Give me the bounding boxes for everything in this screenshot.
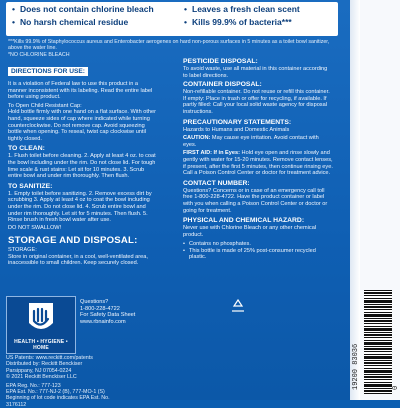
sds-label: For Safety Data Sheet [80,312,136,319]
note-item: • Contains no phosphates. [183,241,251,248]
questions-block [80,299,170,325]
benefit-item: • Leaves a fresh clean scent [184,4,334,14]
barcode-number: 19200 83036 [352,343,360,390]
questions-label: Questions? [80,299,109,305]
contact-text: Questions? Concerns or in case of an emergency call toll free 1-800-228-4722. Have the product container or label with you when calling a Poison Control Center or doctor or going for treatment. [183,187,328,214]
pesticide-heading: PESTICIDE DISPOSAL: [183,58,258,65]
open-heading: To Open Child Resistant Cap: [8,102,82,109]
barcode-panel [350,0,400,400]
container-heading: CONTAINER DISPOSAL: [183,81,262,89]
lot-code: 3176112 [6,401,27,408]
health-hygiene-home-seal [6,296,76,354]
distributor-city: Parsippany, NJ 07054-0224 [6,367,72,374]
barcode-check-digit: 0 [392,385,400,390]
copyright: © 2021 Reckitt Benckiser LLC [6,374,77,381]
clean-text: 1. Flush toilet before cleaning. 2. Apply at least 4 oz. to coat the bowl including under the rim. Do not close lid. For tough lime scale & rust stains: Let sit for 10 minutes. 3. Scrub entire bowl and under rim thoroughly. Then flush. [8,153,156,180]
caution-text: May cause eye irritation. Avoid contact with eyes. [183,135,319,148]
clean-heading: TO CLEAN: [8,145,45,153]
note-item: • This bottle is made of 25% post-consumer recycled plastic. [183,247,316,261]
kills-note: ***Kills 99.9% of Staphylococcus aureus and Enterobacter aerogenes on hard non-porous surfaces in 5 minutes as a toilet bowl sanitizer, above the water line. [8,39,330,52]
epa-reg: EPA Reg. No.: 777-123 [6,382,61,389]
storage-heading: STORAGE AND DISPOSAL: [8,235,138,247]
benefits-box [6,2,338,36]
seal-text: HEALTH • HYGIENE • HOME [14,339,68,351]
hand-seal-icon [25,301,57,337]
swallow-warning: DO NOT SWALLOW! [8,224,62,231]
open-text: Hold bottle firmly with one hand on a flat surface. With other hand, squeeze sides of cap where indicated while turning counterclockwise. Do not remove cap. Avoid squeezing bottle when opening. To reseal, twist cap clockwise until tightly closed. [8,109,156,142]
directions-heading: DIRECTIONS FOR USE: [8,67,88,76]
pesticide-text: To avoid waste, use all material in this container according to label directions. [183,66,328,79]
physical-heading: PHYSICAL AND CHEMICAL HAZARD: [183,217,305,225]
precaution-sub: Hazards to Humans and Domestic Animals [183,126,290,133]
distributor: Distributed by: Reckitt Benckiser [6,361,83,368]
legal-block [6,355,176,408]
storage-sub: STORAGE: [8,247,37,254]
directions-section [8,60,158,267]
recycle-icon [230,299,246,313]
sanitize-heading: TO SANITIZE: [8,182,53,190]
physical-text: Never use with Chlorine Bleach or any other chemical product. [183,225,317,238]
precaution-heading: PRECAUTIONARY STATEMENTS: [183,118,292,126]
disposal-section [183,58,333,261]
benefit-item: • Does not contain chlorine bleach [12,4,162,14]
benefit-item: • No harsh chemical residue [12,17,162,27]
lot-note: Beginning of lot code indicates EPA Est. No. [6,395,110,402]
barcode [364,290,392,394]
directions-intro: It is a violation of Federal law to use this product in a manner inconsistent with its labeling. Read the entire label before using product. [8,81,153,101]
caution-label: CAUTION: [183,135,211,142]
first-aid-label: FIRST AID: If in Eyes: [183,150,240,157]
benefit-item: • Kills 99.9% of bacteria*** [184,17,334,27]
sds-url: www.rbnainfo.com [80,318,126,325]
epa-est: EPA Est. No.: 777-NJ-2 (B), 777-MO-1 (S) [6,389,105,396]
patents: US Patents: www.reckitt.com/patents [6,355,93,361]
container-text: Non-refillable container. Do not reuse or refill this container. If empty: Place in trash or offer for recycling, if available. If partly filled: Call your local solid waste agency for disposal instructions. [183,89,330,115]
contact-heading: CONTACT NUMBER: [183,179,250,187]
storage-text: Store in original container, in a cool, well-ventilated area, inaccessible to small children. Keep securely closed. [8,253,148,267]
no-bleach-note: *NO CHLORINE BLEACH [8,52,70,58]
first-aid-text: Hold eye open and rinse slowly and gently with water for 15-20 minutes. Remove contact lenses, if present, after the first 5 minutes, then continue rinsing eye. Call a Poison Control Center or doctor for treatment advice. [183,150,333,177]
sanitize-text: 1. Empty toilet before sanitizing. 2. Remove excess dirt by scrubbing 3. Apply at least 4 oz to coat the bowl including under the rim. Do not close lid. 4. Scrub entire bowl and under rim thoroughly. Let sit for 5 minutes. Then flush. 5. Rinse brush in fresh bowl water after use. [8,190,152,224]
questions-phone: 1-800-228-4722 [80,305,120,312]
